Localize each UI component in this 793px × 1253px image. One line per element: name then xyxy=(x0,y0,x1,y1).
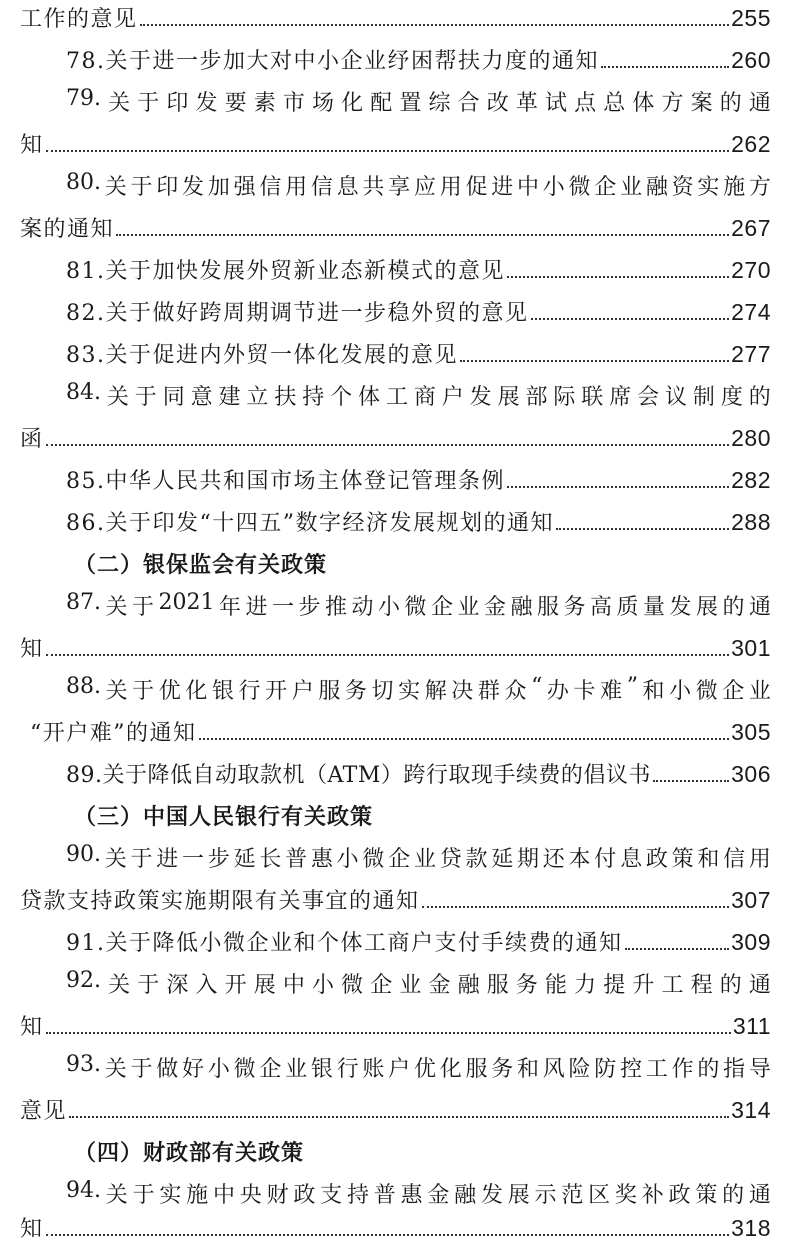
section-heading-text: （三）中国人民银行有关政策 xyxy=(74,804,374,830)
toc-entry-text: 83.关于促进内外贸一体化发展的意见 xyxy=(66,343,458,368)
toc-line xyxy=(0,338,793,378)
leader-dots xyxy=(140,24,730,26)
leader-dots xyxy=(46,1234,730,1236)
page-number: 277 xyxy=(731,341,771,367)
toc-line xyxy=(0,758,793,798)
toc-entry-text: 知 xyxy=(20,1015,44,1040)
toc-entry-text: 知 xyxy=(20,133,44,158)
toc-line xyxy=(0,86,793,126)
toc-entry-text: 82.关于做好跨周期调节进一步稳外贸的意见 xyxy=(66,301,529,326)
toc-entry-text: 92. 关 于 深 入 开 展 中 小 微 企 业 金 融 服 务 能 力 提 升 工 程 的 通 xyxy=(66,968,771,998)
toc-line xyxy=(0,422,793,462)
page-number: 301 xyxy=(731,635,771,661)
toc-line xyxy=(0,884,793,924)
toc-line xyxy=(0,212,793,252)
section-heading xyxy=(0,548,793,588)
toc-entry-text: 贷款支持政策实施期限有关事宜的通知 xyxy=(20,889,420,914)
toc-entry-text: 91.关于降低小微企业和个体工商户支付手续费的通知 xyxy=(66,931,623,956)
toc-line xyxy=(0,44,793,84)
toc-line xyxy=(0,842,793,882)
leader-dots xyxy=(116,234,729,236)
page-number: 270 xyxy=(731,257,771,283)
toc-line xyxy=(0,464,793,504)
toc-line xyxy=(0,674,793,714)
toc-entry-text: 案的通知 xyxy=(20,217,115,242)
toc-line xyxy=(0,1212,793,1252)
toc-entry-text: 94. 关 于 实 施 中 央 财 政 支 持 普 惠 金 融 发 展 示 范 区 奖 补 政 策 的 通 xyxy=(66,1178,771,1208)
leader-dots xyxy=(46,150,730,152)
leader-dots xyxy=(460,360,729,362)
toc-line xyxy=(0,1094,793,1134)
toc-line xyxy=(0,128,793,168)
leader-dots xyxy=(199,738,730,740)
section-heading xyxy=(0,1136,793,1176)
page-number: 255 xyxy=(731,5,771,31)
toc-entry-text: “开户难”的通知 xyxy=(30,721,197,746)
leader-dots xyxy=(531,318,730,320)
section-heading-text: （二）银保监会有关政策 xyxy=(74,552,328,578)
toc-entry-text: 85.中华人民共和国市场主体登记管理条例 xyxy=(66,469,505,494)
page-number: 288 xyxy=(731,509,771,535)
toc-entry-text: 89.关于降低自动取款机（ATM）跨行取现手续费的倡议书 xyxy=(66,763,651,788)
leader-dots xyxy=(69,1116,729,1118)
section-heading-text: （四）财政部有关政策 xyxy=(74,1140,305,1166)
toc-entry-text: 79. 关 于 印 发 要 素 市 场 化 配 置 综 合 改 革 试 点 总 体 方 案 的 通 xyxy=(66,86,771,116)
toc-line xyxy=(0,716,793,756)
leader-dots xyxy=(556,528,729,530)
toc-entry-text: 87. 关 于 2021 年 进 一 步 推 动 小 微 企 业 金 融 服 务 高 质 量 发 展 的 通 xyxy=(66,590,771,620)
page-number: 274 xyxy=(731,299,771,325)
page-number: 280 xyxy=(731,425,771,451)
toc-line xyxy=(0,926,793,966)
page-number: 305 xyxy=(731,719,771,745)
section-heading xyxy=(0,800,793,840)
page-number: 260 xyxy=(731,47,771,73)
page-number: 314 xyxy=(731,1097,771,1123)
page-number: 318 xyxy=(731,1215,771,1241)
toc-entry-text: 知 xyxy=(20,637,44,662)
leader-dots xyxy=(46,444,730,446)
leader-dots xyxy=(507,486,729,488)
leader-dots xyxy=(601,66,729,68)
page-number: 309 xyxy=(731,929,771,955)
toc-line xyxy=(0,590,793,630)
toc-entry-text: 工作的意见 xyxy=(20,7,138,32)
toc-line xyxy=(0,254,793,294)
leader-dots xyxy=(422,906,730,908)
toc-line xyxy=(0,170,793,210)
toc-entry-text: 78.关于进一步加大对中小企业纾困帮扶力度的通知 xyxy=(66,49,599,74)
toc-entry-text: 86.关于印发“十四五”数字经济发展规划的通知 xyxy=(66,511,554,536)
toc-line xyxy=(0,2,793,42)
toc-entry-text: 81.关于加快发展外贸新业态新模式的意见 xyxy=(66,259,505,284)
toc-entry-text: 函 xyxy=(20,427,44,452)
toc-entry-text: 意见 xyxy=(20,1099,68,1124)
toc-entry-text: 90. 关 于 进 一 步 延 长 普 惠 小 微 企 业 贷 款 延 期 还 本 付 息 政 策 和 信 用 xyxy=(66,842,771,872)
toc-line xyxy=(0,380,793,420)
toc-line xyxy=(0,632,793,672)
toc-line xyxy=(0,506,793,546)
leader-dots xyxy=(625,948,730,950)
page-number: 282 xyxy=(731,467,771,493)
toc-line xyxy=(0,968,793,1008)
page-number: 306 xyxy=(731,761,771,787)
leader-dots xyxy=(46,1032,731,1034)
page-number: 262 xyxy=(731,131,771,157)
toc-entry-text: 88. 关 于 优 化 银 行 开 户 服 务 切 实 解 决 群 众 “ 办 卡 难 ” 和 小 微 企 业 xyxy=(66,674,771,704)
leader-dots xyxy=(46,654,730,656)
page-number: 307 xyxy=(731,887,771,913)
page-number: 267 xyxy=(731,215,771,241)
leader-dots xyxy=(507,276,729,278)
toc-line xyxy=(0,1010,793,1050)
leader-dots xyxy=(653,780,729,782)
toc-entry-text: 84. 关 于 同 意 建 立 扶 持 个 体 工 商 户 发 展 部 际 联 席 会 议 制 度 的 xyxy=(66,380,771,410)
toc-entry-text: 80. 关 于 印 发 加 强 信 用 信 息 共 享 应 用 促 进 中 小 微 企 业 融 资 实 施 方 xyxy=(66,170,771,200)
page-number: 311 xyxy=(732,1013,771,1039)
toc-entry-text: 知 xyxy=(20,1217,44,1242)
toc-entry-text: 93. 关 于 做 好 小 微 企 业 银 行 账 户 优 化 服 务 和 风 险 防 控 工 作 的 指 导 xyxy=(66,1052,771,1082)
toc-line xyxy=(0,296,793,336)
toc-line xyxy=(0,1052,793,1092)
